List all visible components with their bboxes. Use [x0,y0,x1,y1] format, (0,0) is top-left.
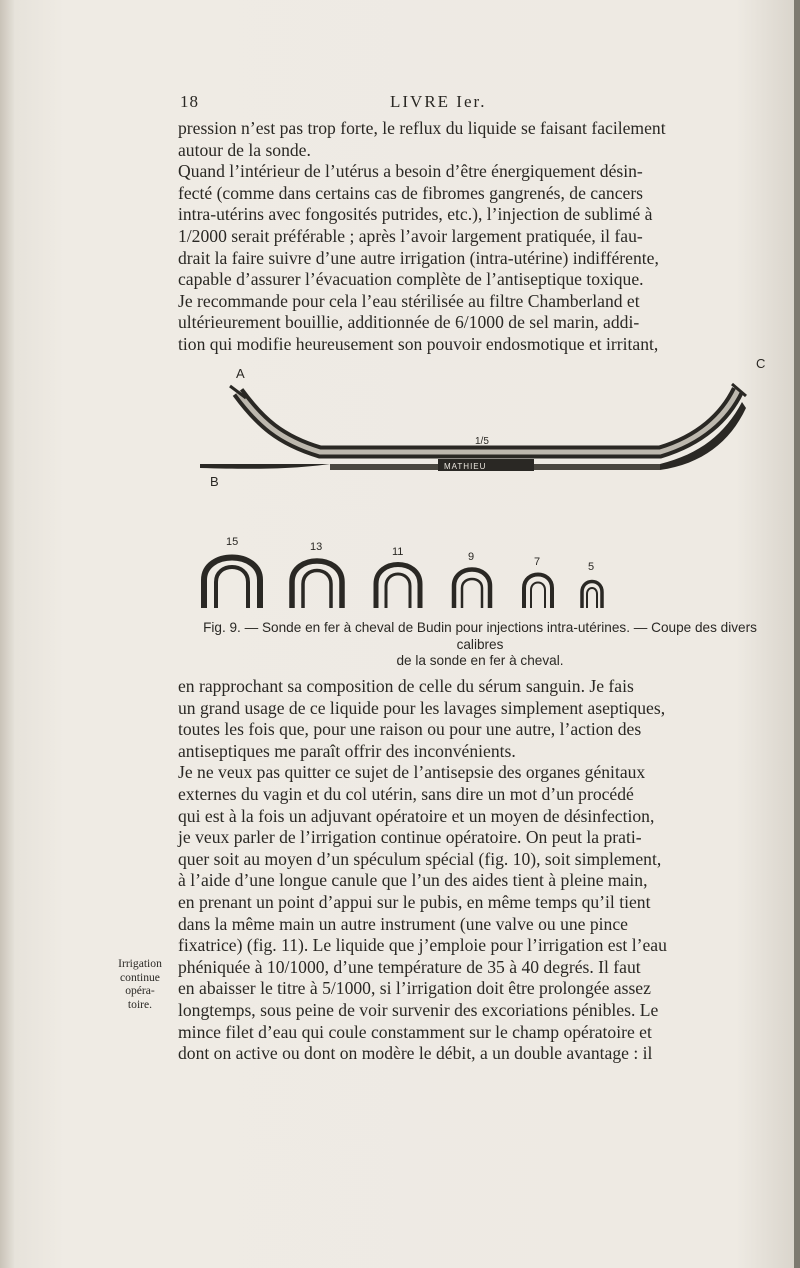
caliber-cross-sections [204,558,602,609]
paragraph-2: en rapprochant sa composition de celle du sérum sanguin. Je fais un grand usage de ce liquide pour les lavages simplement aseptiques, toutes les fois que, pour une raison ou pour une autre, l’action des antiseptiques me paraît offrir des inconvénients. Je ne veux pas quitter ce sujet de l’antisepsie des organes génitaux externes du vagin et du col utérin, sans dire un mot d’un procédé qui est à la fois un adjuvant opératoire et un moyen de désinfection, je veux parler de l’irrigation continue opératoire. On peut la prati- quer soit au moyen d’un spéculum spécial (fig. 10), soit simplement, à l’aide d’une longue canule que l’un des aides tient à pleine main, en prenant un point d’appui sur le pubis, en même temps qu’il tient dans la même main un autre instrument (une valve ou une pince fixatrice) (fig. 11). Le liquide que j’emploie pour l’irrigation est l’eau phéniquée à 10/1000, d’une température de 35 à 40 degrés. Il faut en abaisser le titre à 5/1000, si l’irrigation doit être prolongée assez longtemps, sous peine de voir survenir des excoriations pénibles. Le mince filet d’eau qui coule constamment sur le champ opératoire et dont on active ou dont on modère le débit, a un double avantage : il [178,676,667,1064]
figure-maker-mark: MATHIEU [444,462,487,471]
figure-label-c: C [756,356,766,371]
figure-label-b: B [210,474,219,489]
page-header [180,92,740,116]
running-head: LIVRE Ier. [390,92,487,111]
caliber-section-13 [292,561,342,608]
figure-caption-line-2: de la sonde en fer à cheval. [396,653,564,668]
figure-9-drawing [190,356,780,612]
caliber-label-7: 7 [534,556,541,568]
figure-scale-fraction: 1/5 [475,436,489,447]
caliber-section-11 [376,565,420,609]
caliber-label-11: 11 [392,546,404,558]
paragraph-1: pression n’est pas trop forte, le reflux du liquide se faisant facilement autour de la sonde. Quand l’intérieur de l’utérus a besoin d’être énergiquement désin- fecté (comme dans certains cas de fibromes gangrenés, de cancers intra-utérins avec fongosités putrides, etc.), l’injection de sublimé à 1/2000 serait préférable ; après l’avoir largement pratiquée, il fau- drait la faire suivre d’une autre irrigation (intra-utérine) indifférente, capable d’assurer l’évacuation complète de l’antiseptique toxique. Je recommande pour cela l’eau stérilisée au filtre Chamberland et ultérieurement bouillie, additionnée de 6/1000 de sel marin, addi- tion qui modifie heureusement son pouvoir endosmotique et irritant, [178,118,666,354]
caliber-section-9 [454,570,490,609]
caliber-section-5 [582,582,602,609]
margin-note: Irrigation continue opéra- toire. [118,957,162,1011]
figure-caption [180,620,780,670]
figure-label-a: A [236,366,245,381]
page-number: 18 [180,92,199,111]
caliber-label-5: 5 [588,561,595,573]
caliber-label-13: 13 [310,541,323,553]
figure-caption-line-1: Fig. 9. — Sonde en fer à cheval de Budin pour injections intra-utérines. — Coupe des divers calibres [203,620,757,652]
caliber-label-15: 15 [226,536,239,548]
page-edge [794,0,800,1268]
page-spine-shadow [0,0,14,1268]
caliber-section-7 [524,575,552,609]
caliber-label-9: 9 [468,551,475,563]
horseshoe-catheter-drawing [200,384,746,471]
caliber-section-15 [204,558,260,609]
